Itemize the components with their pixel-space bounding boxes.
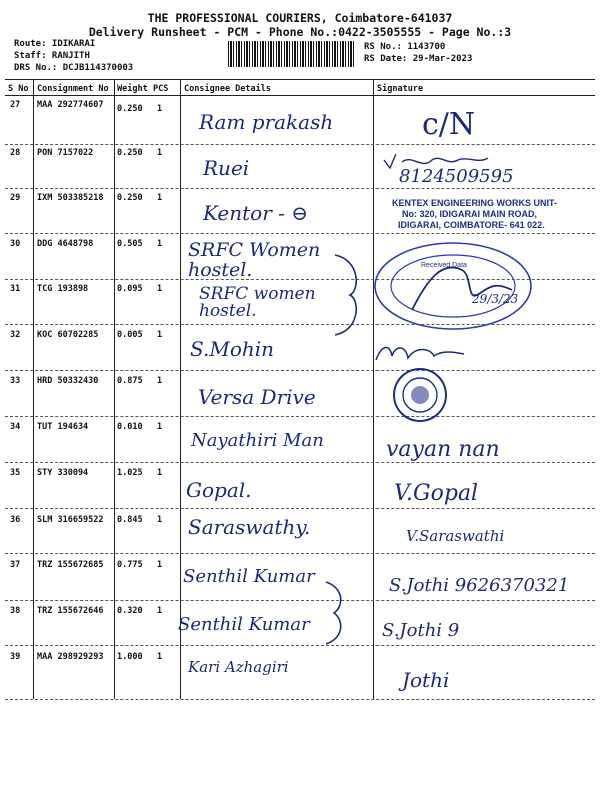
signature-text: V.Saraswathi <box>406 527 505 545</box>
row-weight: 0.250 <box>117 104 143 114</box>
handwritten-consignee: Versa Drive <box>198 385 316 409</box>
row-weight: 0.005 <box>117 330 143 340</box>
barcode-image <box>228 41 356 67</box>
handwritten-consignee: S.Mohin <box>190 337 275 361</box>
row-separator <box>5 188 595 189</box>
handwritten-consignee: Senthil Kumar <box>183 566 315 587</box>
row-consignment: TRZ 155672685 <box>37 560 104 570</box>
row-pcs: 1 <box>157 104 163 114</box>
handwritten-consignee: Senthil Kumar <box>178 614 310 635</box>
row-pcs: 1 <box>157 468 163 478</box>
handwritten-consignee: Kari Azhagiri <box>188 658 289 676</box>
row-sno: 39 <box>10 652 21 662</box>
row-weight: 0.505 <box>117 239 143 249</box>
column-header-signature: Signature <box>377 84 424 94</box>
row-consignment: TRZ 155672646 <box>37 606 104 616</box>
signature-text: S.Jothi 9626370321 <box>389 575 570 596</box>
row-separator <box>5 416 595 417</box>
handwritten-consignee: Gopal. <box>186 478 252 502</box>
stamp-received-label: Received Data <box>421 262 467 269</box>
hostel-round-stamp <box>372 240 534 332</box>
row-sno: 33 <box>10 376 21 386</box>
row-separator <box>5 233 595 234</box>
column-header-weight: Weight <box>117 84 148 94</box>
column-divider <box>33 79 34 699</box>
signature-text: V.Gopal <box>394 481 479 506</box>
row-consignment: SLM 316659522 <box>37 515 104 525</box>
row-separator <box>5 370 595 371</box>
row-weight: 0.250 <box>117 193 143 203</box>
row-sno: 37 <box>10 560 21 570</box>
row-weight: 0.875 <box>117 376 143 386</box>
brace-mark <box>322 578 352 648</box>
row-separator <box>5 553 595 554</box>
row-pcs: 1 <box>157 376 163 386</box>
row-weight: 0.320 <box>117 606 143 616</box>
row-weight: 0.010 <box>117 422 143 432</box>
column-divider <box>180 79 181 699</box>
row-weight: 1.000 <box>117 652 143 662</box>
row-consignment: TUT 194634 <box>37 422 89 432</box>
row-weight: 0.250 <box>117 148 143 158</box>
row-pcs: 1 <box>157 148 163 158</box>
row-consignment: STY 330094 <box>37 468 89 478</box>
row-sno: 34 <box>10 422 21 432</box>
column-divider <box>114 79 115 699</box>
signature-text: Jothi <box>402 668 450 692</box>
stamp-date-handwritten: 29/3/23 <box>472 292 519 306</box>
row-pcs: 1 <box>157 284 163 294</box>
row-consignment: MAA 292774607 <box>37 100 104 110</box>
handwritten-consignee: Nayathiri Man <box>191 430 324 451</box>
column-divider <box>373 79 374 699</box>
row-separator <box>5 462 595 463</box>
row-separator <box>5 508 595 509</box>
row-sno: 36 <box>10 515 21 525</box>
company-stamp-line: No: 320, IDIGARAI MAIN ROAD, <box>402 209 538 219</box>
row-consignment: TCG 193898 <box>37 284 89 294</box>
row-consignment: IXM 503385218 <box>37 193 104 203</box>
company-title: THE PROFESSIONAL COURIERS, Coimbatore-641037 <box>147 11 453 25</box>
row-separator <box>5 144 595 145</box>
row-pcs: 1 <box>157 652 163 662</box>
row-sno: 38 <box>10 606 21 616</box>
column-header-pcs: PCS <box>153 84 169 94</box>
handwritten-consignee: Saraswathy. <box>188 515 311 539</box>
row-pcs: 1 <box>157 560 163 570</box>
row-consignment: PON 7157022 <box>37 148 94 158</box>
row-sno: 31 <box>10 284 21 294</box>
row-sno: 27 <box>10 100 21 110</box>
company-stamp-line: KENTEX ENGINEERING WORKS UNIT- <box>392 198 558 208</box>
drs-number: DRS No.: DCJB114370003 <box>14 63 134 73</box>
runsheet-subtitle: Delivery Runsheet - PCM - Phone No.:0422-3505555 - Page No.:3 <box>88 25 512 39</box>
seal-stamp <box>392 367 448 423</box>
row-weight: 1.025 <box>117 468 143 478</box>
handwritten-consignee: SRFC Women hostel. <box>188 239 321 281</box>
row-weight: 0.775 <box>117 560 143 570</box>
row-weight: 0.095 <box>117 284 143 294</box>
column-header-sno: S No <box>8 84 29 94</box>
table-header-border <box>5 95 595 96</box>
row-sno: 28 <box>10 148 21 158</box>
row-pcs: 1 <box>157 193 163 203</box>
staff-label: Staff: RANJITH <box>14 51 90 61</box>
row-pcs: 1 <box>157 606 163 616</box>
row-weight: 0.845 <box>117 515 143 525</box>
route-label: Route: IDIKARAI <box>14 39 96 49</box>
row-sno: 35 <box>10 468 21 478</box>
signature-text: vayan nan <box>386 437 500 462</box>
row-pcs: 1 <box>157 422 163 432</box>
rs-date: RS Date: 29-Mar-2023 <box>364 54 473 64</box>
row-pcs: 1 <box>157 515 163 525</box>
handwritten-consignee: Kentor - ⊖ <box>203 201 308 225</box>
table-top-border <box>5 79 595 80</box>
row-separator <box>5 699 595 700</box>
row-sno: 32 <box>10 330 21 340</box>
row-consignment: HRD 50332430 <box>37 376 99 386</box>
row-pcs: 1 <box>157 239 163 249</box>
column-header-consignee: Consignee Details <box>184 84 271 94</box>
signature-scribble <box>372 340 467 366</box>
row-consignment: DDG 4648798 <box>37 239 94 249</box>
row-consignment: MAA 298929293 <box>37 652 104 662</box>
rs-number: RS No.: 1143700 <box>364 42 446 52</box>
handwritten-consignee: SRFC women hostel. <box>199 284 316 321</box>
company-stamp-line: IDIGARAI, COIMBATORE- 641 022. <box>398 220 545 230</box>
row-sno: 29 <box>10 193 21 203</box>
row-consignment: KOC 60702285 <box>37 330 99 340</box>
handwritten-consignee: Ruei <box>203 156 250 180</box>
signature-text: 8124509595 <box>399 166 514 187</box>
column-header-consignment: Consignment No <box>37 84 109 94</box>
row-separator <box>5 600 595 601</box>
row-separator <box>5 645 595 646</box>
handwritten-consignee: Ram prakash <box>199 110 334 134</box>
row-sno: 30 <box>10 239 21 249</box>
signature-text: S.Jothi 9 <box>382 620 460 641</box>
signature-text: c/N <box>422 107 476 142</box>
row-pcs: 1 <box>157 330 163 340</box>
